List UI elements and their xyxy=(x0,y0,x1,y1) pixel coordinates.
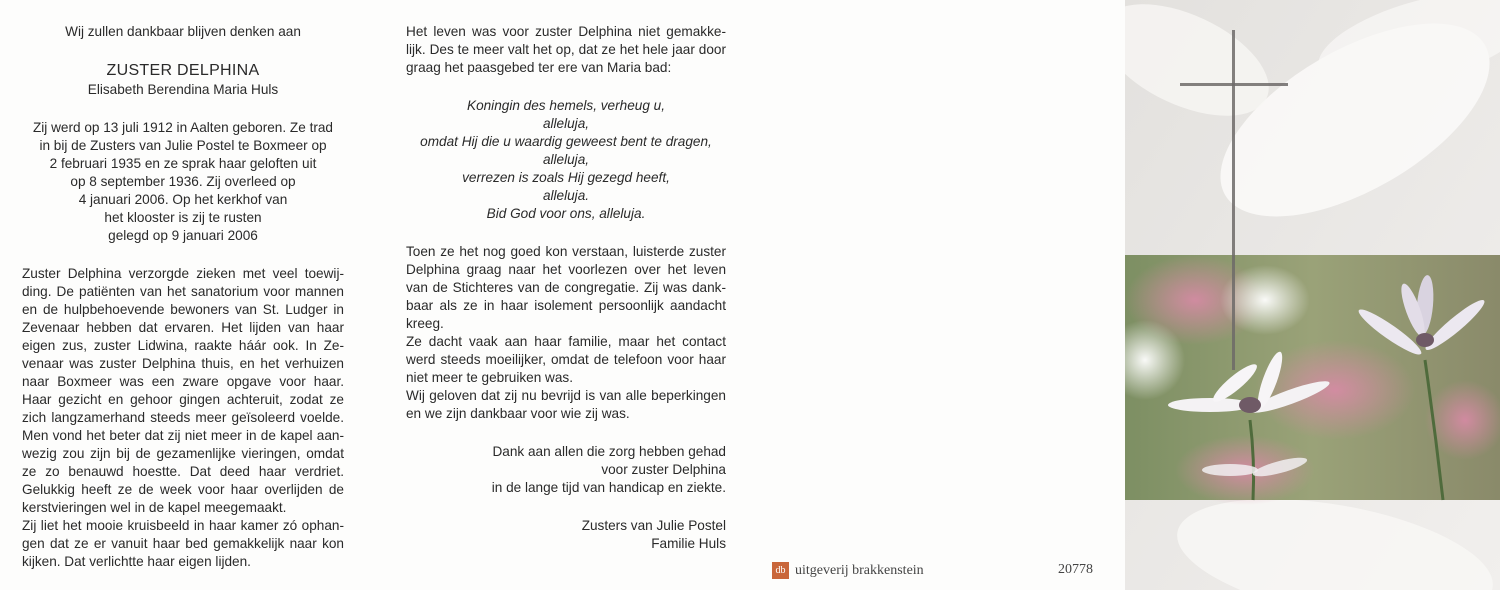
bio-line: 4 januari 2006. Op het kerkhof van xyxy=(78,192,288,207)
thanks-line: Dank aan allen die zorg hebben gehad xyxy=(492,444,726,459)
flower-photo-band xyxy=(1125,255,1500,505)
bio-line: op 8 september 1936. Zij overleed op xyxy=(70,174,296,189)
text-line: Gelukkig heeft ze de week voor haar overlijden de xyxy=(22,482,344,497)
text-line: niet meer te gebruiken was. xyxy=(406,370,573,385)
prayer-line: Bid God voor ons, alleluja. xyxy=(486,206,646,221)
paragraph-belief xyxy=(406,387,726,423)
spacer xyxy=(406,423,726,443)
bio-line: het klooster is zij te rusten xyxy=(104,210,262,225)
spacer xyxy=(406,497,726,517)
text-line: gen dat ze er vanuit haar bed gemakkelijk naar kon xyxy=(22,536,344,551)
bio-line: in bij de Zusters van Julie Postel te Boxmeer op xyxy=(39,138,327,153)
paragraph-easter-prayer-intro xyxy=(406,23,726,77)
cross-over-flowers-image xyxy=(1125,0,1500,590)
text-line: Men vond het beter dat zij niet meer in de kapel aan- xyxy=(22,428,344,443)
thanks-text xyxy=(406,443,726,497)
text-line: eigen zus, zuster Lidwina, raakte háár ook. In Ze- xyxy=(22,338,344,353)
prayer-line: alleluja, xyxy=(542,116,590,131)
text-line: lijk. Des te meer valt het op, dat ze het hele jaar door xyxy=(406,42,726,57)
signature-line: Familie Huls xyxy=(651,536,726,551)
text-line: Het leven was voor zuster Delphina niet gemakke- xyxy=(406,24,726,39)
right-column xyxy=(406,23,726,553)
text-line: baar als ze in haar isolement persoonlijk aandacht xyxy=(406,298,726,313)
text-line: wezig zou zijn bij de gezamenlijke vieringen, omdat xyxy=(22,446,344,461)
publisher-logo: db xyxy=(772,562,789,579)
text-line: werd steeds moeilijker, omdat de telefoon voor haar xyxy=(406,352,726,367)
prayer-line: alleluja, xyxy=(542,152,590,167)
card-number: 20778 xyxy=(1058,562,1093,577)
text-line: en de hulpbehoevende bewoners van St. Ludger in xyxy=(22,302,344,317)
biography xyxy=(22,119,344,245)
prayer-line: Koningin des hemels, verheug u, xyxy=(467,98,665,113)
prayer-line: verrezen is zoals Hij gezegd heeft, xyxy=(462,170,670,185)
text-line: Zuster Delphina verzorgde zieken met veel toewij- xyxy=(22,266,344,281)
text-line: venaar was zuster Delphina thuis, en het verhuizen xyxy=(22,356,344,371)
text-line: Delphina graag naar het voorlezen over het leven xyxy=(406,262,726,277)
signature xyxy=(406,517,726,553)
bio-line: gelegd op 9 januari 2006 xyxy=(108,228,258,243)
prayer-line: alleluja. xyxy=(542,188,590,203)
text-line: van de Stichteres van de congregatie. Zij was dank- xyxy=(406,280,726,295)
publisher-mark xyxy=(772,562,924,579)
text-line: en we zijn dankbaar voor wie zij was. xyxy=(406,406,630,421)
prayer-line: omdat Hij die u waardig geweest bent te dragen, xyxy=(420,134,712,149)
text-line: kijken. Dat verlichtte haar eigen lijden. xyxy=(22,554,251,569)
memorial-text xyxy=(22,265,344,571)
publisher-name: uitgeverij brakkenstein xyxy=(795,562,924,578)
text-line: zich langzamerhand steeds meer geïsoleerd voelde. xyxy=(22,410,344,425)
text-line: ding. De patiënten van het sanatorium voor mannen xyxy=(22,284,344,299)
prayer-text xyxy=(406,97,726,223)
text-line: naar Boxmeer was een zware opgave voor haar. xyxy=(22,374,344,389)
thanks-line: in de lange tijd van handicap en ziekte. xyxy=(491,480,726,495)
thanks-line: voor zuster Delphina xyxy=(601,462,726,477)
intro-text: Wij zullen dankbaar blijven denken aan xyxy=(65,24,301,39)
bio-line: Zij werd op 13 juli 1912 in Aalten geboren. Ze trad xyxy=(32,120,333,135)
text-line: Zevenaar hebben dat ervaren. Het lijden van haar xyxy=(22,320,344,335)
text-line: Ze dacht vaak aan haar familie, maar het contact xyxy=(406,334,726,349)
text-line: Zij liet het mooie kruisbeeld in haar kamer zó ophan- xyxy=(22,518,344,533)
text-line: kerstvieringen wel in de kapel meegemaakt. xyxy=(22,500,287,515)
text-line: ze zo benauwd hoestte. Dat deed haar verdriet. xyxy=(22,464,344,479)
text-line: kreeg. xyxy=(406,316,444,331)
left-column xyxy=(22,23,344,571)
text-line: graag het paasgebed ter ere van Maria bad: xyxy=(406,60,672,75)
text-line: Wij geloven dat zij nu bevrijd is van alle beperkingen xyxy=(406,388,726,403)
paragraph-family xyxy=(406,333,726,387)
paragraph-listening xyxy=(406,243,726,333)
deceased-name: ZUSTER DELPHINA xyxy=(106,62,260,79)
signature-line: Zusters van Julie Postel xyxy=(581,518,726,533)
text-line: Haar gezicht en gehoor gingen achteruit, zodat ze xyxy=(22,392,344,407)
bio-line: 2 februari 1935 en ze sprak haar geloften uit xyxy=(49,156,317,171)
deceased-full-name: Elisabeth Berendina Maria Huls xyxy=(87,82,279,97)
text-line: Toen ze het nog goed kon verstaan, luisterde zuster xyxy=(406,244,726,259)
